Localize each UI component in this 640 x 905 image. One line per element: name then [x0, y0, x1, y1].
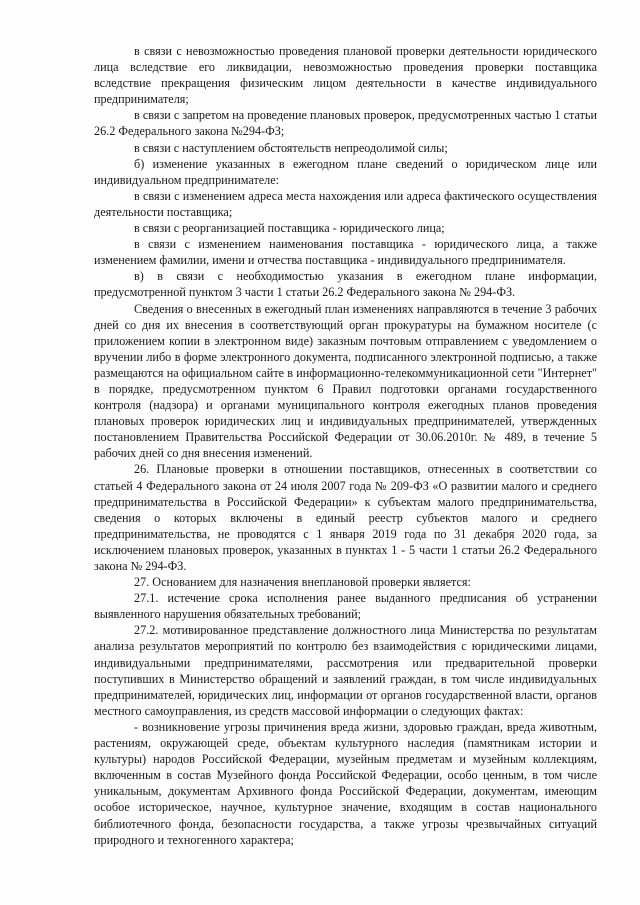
paragraph: Сведения о внесенных в ежегодный план изменениях направляются в течение 3 рабочих дней со дня их внесения в соответствующий орган прокуратуры на бумажном носителе (с приложением копии в электронном виде) заказным почтовым отправлением с уведомлением о вручении либо в форме электронного документа, подписанного электронной подписью, а также размещаются на официальном сайте в информационно-телекоммуникационной сети "Интернет" в порядке, предусмотренном пунктом 6 Правил подготовки органами государственного контроля (надзора) и органами муниципального контроля ежегодных планов проведения плановых проверок юридических лиц и индивидуальных предпринимателей, утвержденных постановлением Правительства Российской Федерации от 30.06.2010г. № 489, в течение 5 рабочих дней со дня внесения изменений.: [94, 301, 597, 461]
document-body: [94, 43, 597, 848]
paragraph: 27.2. мотивированное представление должностного лица Министерства по результатам анализа результатов мероприятий по контролю без взаимодействия с юридическими лицами, индивидуальными предпринимателями, рассмотрения или предварительной проверки поступивших в Министерство обращений и заявлений граждан, в том числе индивидуальных предпринимателей, юридических лиц, информации от органов государственной власти, органов местного самоуправления, из средств массовой информации о следующих фактах:: [94, 623, 597, 718]
paragraph: в связи с изменением наименования поставщика - юридического лица, а также изменением фамилии, имени и отчества поставщика - индивидуального предпринимателя.: [94, 237, 597, 268]
paragraph: в связи с невозможностью проведения плановой проверки деятельности юридического лица вследствие его ликвидации, невозможностью проведения проверки поставщика вследствие прекращения физическим лицом деятельности в качестве индивидуального предпринимателя;: [94, 44, 597, 107]
paragraph: в связи с запретом на проведение плановых проверок, предусмотренных частью 1 статьи 26.2 Федерального закона №294-ФЗ;: [94, 108, 597, 139]
paragraph: 27.1. истечение срока исполнения ранее выданного предписания об устранении выявленного нарушения обязательных требований;: [94, 591, 597, 622]
paragraph: б) изменение указанных в ежегодном плане сведений о юридическом лице или индивидуальном предпринимателе:: [94, 156, 597, 187]
paragraph: - возникновение угрозы причинения вреда жизни, здоровью граждан, вреда животным, растениям, окружающей среде, объектам культурного наследия (памятникам истории и культуры) народов Российской Федерации, музейным предметам и музейным коллекциям, включенным в состав Музейного фонда Российской Федерации, особо ценным, в том числе уникальным, документам Архивного фонда Российской Федерации, документам, имеющим особое историческое, научное, культурное значение, входящим в состав национального библиотечного фонда, безопасности государства, а также угрозы чрезвычайных ситуаций природного и техногенного характера;: [94, 719, 597, 847]
paragraph: 27. Основанием для назначения внеплановой проверки является:: [134, 575, 471, 590]
paragraph: 26. Плановые проверки в отношении поставщиков, отнесенных в соответствии со статьей 4 Федерального закона от 24 июля 2007 года № 209-ФЗ «О развитии малого и среднего предпринимательства в Российской Федерации» к субъектам малого предпринимательства, сведения о которых включены в единый реестр субъектов малого и среднего предпринимательства, не проводятся с 1 января 2019 года по 31 декабря 2020 года, за исключением плановых проверок, указанных в пунктах 1 - 5 части 1 статьи 26.2 Федерального закона № 294-ФЗ.: [94, 462, 597, 573]
paragraph: в связи с реорганизацией поставщика - юридического лица;: [134, 221, 445, 236]
paragraph: в связи с наступлением обстоятельств непреодолимой силы;: [134, 140, 448, 155]
paragraph: в) в связи с необходимостью указания в ежегодном плане информации, предусмотренной пунктом 3 части 1 статьи 26.2 Федерального закона № 294-ФЗ.: [94, 269, 597, 300]
paragraph: в связи с изменением адреса места нахождения или адреса фактического осуществления деятельности поставщика;: [94, 188, 597, 219]
